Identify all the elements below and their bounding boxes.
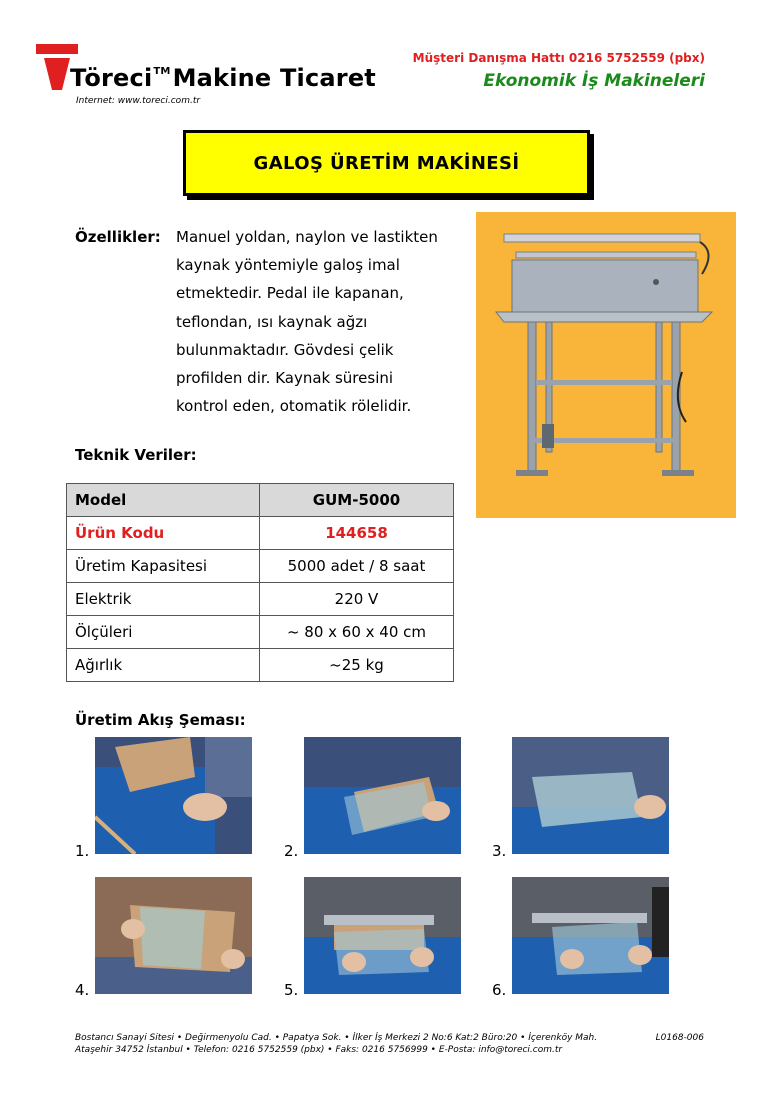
- step-photo-6: [512, 877, 669, 994]
- step-photo-3: [512, 737, 669, 854]
- features-line: kaynak yöntemiyle galoş imal: [176, 256, 400, 275]
- table-cell-label: Elektrik: [67, 583, 260, 616]
- features-line: teflondan, ısı kaynak ağzı: [176, 312, 368, 331]
- table-cell-label: Ürün Kodu: [67, 517, 260, 550]
- machine-photo: [476, 212, 736, 518]
- features-line: Manuel yoldan, naylon ve lastikten: [176, 228, 438, 246]
- step-photo-5: [304, 877, 461, 994]
- customer-hotline: Müşteri Danışma Hattı 0216 5752559 (pbx): [412, 51, 705, 65]
- flow-title: Üretim Akış Şeması:: [75, 711, 246, 729]
- step-photo-1: [95, 737, 252, 854]
- table-cell-label: Ölçüleri: [67, 616, 260, 649]
- footer-contact: Ataşehir 34752 İstanbul • Telefon: 0216 5752559 (pbx) • Faks: 0216 5756999 • E-Posta: info@toreci.com.tr: [75, 1045, 563, 1055]
- document-number: L0168-006: [655, 1033, 704, 1043]
- features-label: Özellikler:: [75, 228, 161, 246]
- product-title: GALOŞ ÜRETİM MAKİNESİ: [253, 152, 520, 174]
- tech-title: Teknik Veriler:: [75, 446, 197, 464]
- step-photo-2: [304, 737, 461, 854]
- product-title-box: [183, 130, 590, 196]
- table-row: [67, 616, 454, 649]
- table-cell-value: ~ 80 x 60 x 40 cm: [260, 616, 454, 649]
- step-number: 3.: [492, 842, 507, 860]
- features-line: bulunmaktadır. Gövdesi çelik: [176, 340, 394, 359]
- features-text: [176, 223, 476, 420]
- step-number: 4.: [75, 981, 90, 999]
- features-line: etmektedir. Pedal ile kapanan,: [176, 284, 404, 303]
- step-number: 1.: [75, 842, 90, 860]
- table-row: [67, 550, 454, 583]
- table-row: [67, 517, 454, 550]
- features-line: profilden dir. Kaynak süresini: [176, 369, 394, 388]
- tech-table: [66, 483, 454, 682]
- table-cell-value: ~25 kg: [260, 649, 454, 682]
- table-cell-label: Ağırlık: [67, 649, 260, 682]
- table-cell-value: 144658: [260, 517, 454, 550]
- step-number: 6.: [492, 981, 507, 999]
- features-line: kontrol eden, otomatik rölelidir.: [176, 397, 412, 416]
- brand-name: Töreci™Makine Ticaret: [70, 64, 376, 92]
- table-cell-label: Üretim Kapasitesi: [67, 550, 260, 583]
- table-cell-label: Model: [67, 484, 260, 517]
- table-row: [67, 484, 454, 517]
- slogan: Ekonomik İş Makineleri: [483, 71, 705, 91]
- step-photo-4: [95, 877, 252, 994]
- table-cell-value: 5000 adet / 8 saat: [260, 550, 454, 583]
- footer-address: Bostancı Sanayi Sitesi • Değirmenyolu Cad. • Papatya Sok. • İlker İş Merkezi 2 No:6 Kat:2 Büro:20 • İçerenköy Mah.: [75, 1033, 598, 1043]
- internet-address: Internet: www.toreci.com.tr: [76, 96, 201, 106]
- step-number: 5.: [284, 981, 299, 999]
- table-row: [67, 649, 454, 682]
- table-cell-value: GUM-5000: [260, 484, 454, 517]
- step-number: 2.: [284, 842, 299, 860]
- table-cell-value: 220 V: [260, 583, 454, 616]
- table-row: [67, 583, 454, 616]
